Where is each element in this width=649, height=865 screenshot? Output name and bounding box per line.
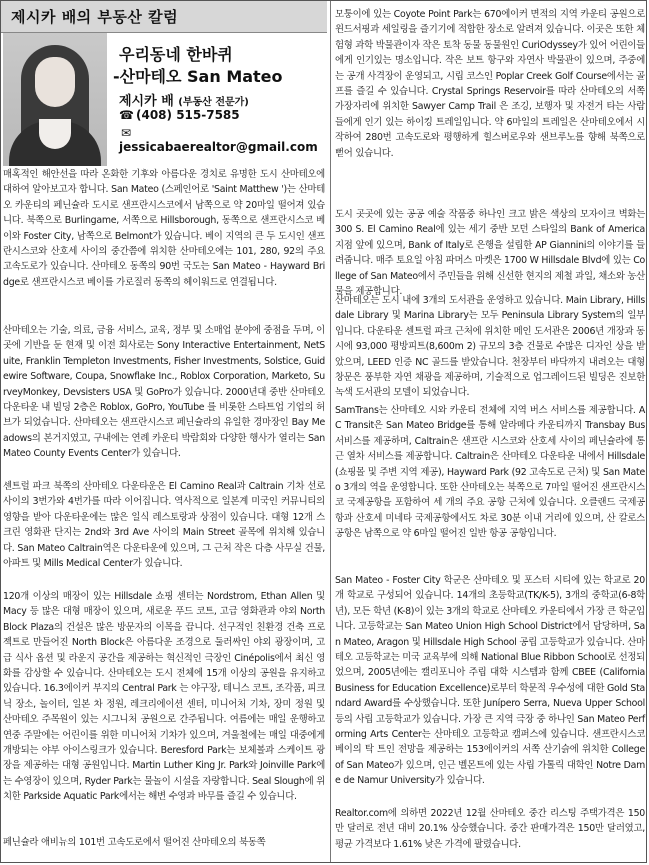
column-title-line1: 우리동네 한바퀴 xyxy=(119,45,233,64)
header-bar xyxy=(1,1,327,33)
phone-icon: ☎ xyxy=(119,108,134,122)
phone-line xyxy=(119,108,240,122)
left-paragraph-5: 페닌슐라 애비뉴의 101번 고속도로에서 떨어진 산마테오의 북동쪽 xyxy=(3,837,266,848)
left-paragraph-4: 120개 이상의 매장이 있는 Hillsdale 쇼핑 센터는 Nordstrom, Ethan Allen 및 Macy 등 많은 대형 매장이 있으며, 새로운 푸드 코트, 고급 영화관과 야외 North Block Plaza의 건설은 많은 방문자의 이목을 끕니다. 선구적인 친환경 건축 프로젝트로 만들어진 North Block은 아름다운 조경으로 둘러싸인 야외 광장이며, 고급 식사 옵션 및 라운지 공간을 제공하는 혁신적인 극장인 Cinépolis에서 최신 영화를 감상할 수 있습니다. 산마테오는 도시 전체에 15개 이상의 공원을 유지하고 있습니다. 16.3에이커 부지의 Central Park 는 야구장, 테니스 코트, 조각품, 피크닉 장소, 놀이터, 일본 차 정원, 레크리에이션 센터, 미니어처 기차, 장미 정원 및 산마테오 주목원이 있는 시그니처 공원으로 간주됩니다. 여름에는 매일 운행하고 연중 주말에는 어린이를 위한 미니어처 기차가 있으며, 겨울철에는 매일 대중에게 개방되는 야부 아이스링크가 있습니다. Beresford Park는 보체볼과 스케이트 광장을 제공하는 대형 공원입니다. Martin Luther King Jr. Park와 Joinville Park에는 수영장이 있으며, Ryder Park는 물놀이 시설을 자랑합니다. Seal Slough에 위치한 Parkside Aquatic Park에서는 해변 수영과 바무를 즐길 수 있습니다. xyxy=(3,591,325,803)
left-column xyxy=(1,1,327,862)
left-paragraph-2: 산마테오는 기술, 의료, 금융 서비스, 교육, 정부 및 소매업 분야에 중점을 두며, 이 곳에 기반을 둔 현재 및 이전 회사로는 Sony Interactive Entertainment, NetSuite, Franklin Templeton Investments, Fisher Investments, Solstice, Guidewire Software, Coupa, Snowflake Inc., Roblox Corporation, Marketo, SurveyMonkey, Devsisters USA 및 GoPro가 있습니다. 2000년대 중반 산마테오 다운타운 내 빌딩 2층은 Roblox, GoPro, YouTube 를 비롯한 스타트업 기업의 허브가 되었습니다. 산마테오는 샌프란시스코 페닌슐라의 유일한 경마장인 Bay Meadows의 본거지였고, 구내에는 연례 카운티 박람회와 다양한 행사가 열리는 San Mateo County Events Center가 있습니다. xyxy=(3,325,325,460)
column-divider xyxy=(330,1,331,862)
right-paragraph-6: Realtor.com에 의하면 2022년 12월 산마테오 중간 리스팅 주택가격은 150만 달러로 전년 대비 20.1% 상승했습니다. 중간 판매가격은 150만 달러였고, 평균 가격보다 1.61% 낮은 가격에 팔렸습니다. xyxy=(335,808,645,850)
right-paragraph-5: San Mateo - Foster City 학군은 산마테오 및 포스터 시티에 있는 학교로 20개 학교로 구성되어 있습니다. 14개의 초등학교(TK/K-5), 3개의 중학교(6-8학년), 모든 학년 (K-8)이 있는 3개의 학교로 산마테오 카운티에서 가장 큰 학군입니다. 고등학교는 San Mateo Union High School District에서 담당하며, San Mateo, Aragon 및 Hillsdale High School 공립 고등학교가 있습니다. 산마테오 고등학교는 미국 교육부에 의해 National Blue Ribbon School로 선정되었으며, 2005년에는 캘리포니아 주립 대학 시스템과 함께 CBEE (California Business for Education Excellence)로부터 학문적 우수성에 대한 Gold Standard Award를 수상했습니다. 또한 Junípero Serra, Nueva Upper School 등의 사립 고등학교가 있습니다. 가장 큰 지역 극장 중 하나인 San Mateo Performing Arts Center는 산마테오 고등학교 캠퍼스에 있습니다. 샌프란시스코 베이의 탁 트인 전망을 제공하는 153에이커의 서쪽 산기슭에 위치한 College of San Mateo가 있으며, 인근 벨몬트에 있는 사립 가톨릭 대학인 Notre Dame de Namur University가 있습니다. xyxy=(335,575,645,787)
author-photo xyxy=(3,33,107,166)
envelope-icon: ✉ xyxy=(120,126,132,140)
right-paragraph-4: SamTrans는 산마테오 시와 카운티 전체에 지역 버스 서비스를 제공합니다. AC Transit은 San Mateo Bridge를 통해 알라메다 카운티까지 Transbay Bus 서비스를 제공하며, Caltrain은 샌프란 시스코와 산호세 사이의 페닌슐라에 통근 열차 서비스를 제공합니다. Caltrain은 산마테오 다운타운 내에서 Hillsdale (쇼핑몰 및 주변 지역 제공), Hayward Park (92 고속도로 근처) 및 San Mateo 3개의 역을 운영합니다. 또한 산마테오는 북쪽으로 7마일 떨어진 샌프란시스코 국제공항을 포함하여 세 개의 주요 공항 근처에 있습니다. 오클랜드 국제공항과 산호세 미네타 국제공항에서도 차로 30분 이내 거리에 있으며, 산 칼로스 공항은 남쪽으로 약 6마일 떨어진 일반 항공 공항입니다. xyxy=(335,405,645,540)
author-name: 제시카 배 xyxy=(119,94,174,109)
right-paragraph-1: 모퉁이에 있는 Coyote Point Park는 670에이커 면적의 지역 카운티 공원으로 윈드서핑과 세일링을 즐기기에 적합한 장소로 알려져 있습니다. 이곳은 또한 체험형 과학 박물관이자 작은 토착 동물 동물원인 CuriOdyssey가 있어 어린이들에게 인기있는 명소입니다. 작은 보트 항구와 자연사 박물관이 있으며, 주중에는 공개 사격장이 운영되고, 시립 코스인 Poplar Creek Golf Course에서는 골프를 즐길 수 있습니다. Crystal Springs Reservoir를 따라 산마테오의 서쪽 가장자리에 위치한 Sawyer Camp Trail 은 조깅, 보행자 및 자전거 타는 사람들에게 인기 있는 하이킹 트레일입니다. 약 6마일의 트레일은 산마테오에서 시작하여 280번 고속도로와 평행하게 힐스버로우와 샌브루노를 향해 북쪽으로 뻗어 있습니다. xyxy=(335,9,645,159)
author-role: (부동산 전문가) xyxy=(178,97,249,108)
email-line xyxy=(119,126,327,154)
left-paragraph-3: 센트럴 파크 북쪽의 산마테오 다운타운은 El Camino Real과 Caltrain 기차 선로 사이의 3번가와 4번가를 따라 이어집니다. 역사적으로 일본계 미국인 커뮤니티의 영향을 받아 다운타운에는 많은 일식 레스토랑과 상점이 있습니다. 대형 12개 스크린 영화관 단지는 2nd와 3rd Ave 사이의 Main Street 골목에 위치해 있습니다. San Mateo Caltrain역은 다운타운에 있으며, 그 근처 작은 다층 사무실 건물, 아파트 및 Mills Medical Center가 있습니다. xyxy=(3,481,325,570)
author-line xyxy=(119,90,249,109)
right-paragraph-3: 산마테오는 도시 내에 3개의 도서관을 운영하고 있습니다. Main Library, Hillsdale Library 및 Marina Library는 모두 Peninsula Library System의 일부입니다. 다운타운 센트럴 파크 근처에 위치한 메인 도서관은 2006년 개장과 동시에 93,000 평방피트(8,600m 2) 규모의 3층 건물로 수많은 디자인 상을 받았으며, LEED 인증 NC 골드를 받았습니다. 천장부터 바닥까지 내려오는 대형 창문은 풍부한 자연 채광을 제공하며, 기술적으로 업그레이드된 빌딩은 진보한 녹색 도서관의 모델이 되었습니다. xyxy=(335,295,645,399)
right-paragraph-2: 도시 곳곳에 있는 공공 예술 작품중 하나인 크고 밝은 색상의 모자이크 벽화는 300 S. El Camino Real에 있는 세기 중반 모던 스타일의 Bank of America 지점 앞에 있으며, Bank of Italy로 은행을 설립한 AP Giannini의 이야기를 들려줍니다. 매주 토요일 아침 파머스 마켓은 1700 W Hillsdale Blvd에 있는 College of San Mateo에서 주민들을 위해 신선한 현지의 제철 과일, 채소와 농산물을 제공합니다. xyxy=(335,209,645,298)
photo-face xyxy=(35,57,75,107)
phone-number: (408) 515-7585 xyxy=(136,108,240,122)
left-paragraph-1: 매혹적인 해안선을 따라 온화한 기후와 아름다운 경치로 유명한 도시 산마테오에 대하여 알아보고자 합니다. San Mateo (스페인어로 'Saint Matthew ')는 산마테오 카운티의 페닌슐라 도시로 샌프란시스코에서 남쪽으로 약 20마일 떨어져 있습니다. 북쪽으로 Burlingame, 서쪽으로 Hillsborough, 동쪽으로 샌프란시스코 베이와 Foster City, 남쪽으로 Belmont가 있습니다. 베이 지역의 큰 두 도시인 샌프란시스코와 산호세 사이의 중간쯤에 위치한 산마테오에는 101, 280, 92의 주요 고속도로가 있습니다. 산마테오 동쪽의 90번 국도는 San Mateo - Hayward Bridge로 샌프란시스코 베이를 가로질러 동쪽의 헤이워드로 연결됩니다. xyxy=(3,169,325,288)
column-series-title: 제시카 배의 부동산 칼럼 xyxy=(11,8,179,26)
email-address: jessicabaerealtor@gmail.com xyxy=(119,140,318,154)
column-title-line2: -산마테오 San Mateo xyxy=(113,67,283,86)
right-column xyxy=(335,1,646,862)
